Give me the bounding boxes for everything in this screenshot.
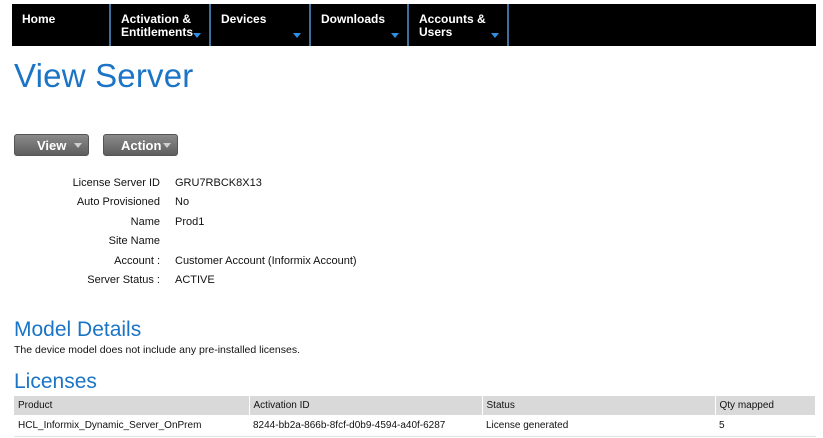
chevron-down-icon (74, 143, 82, 148)
detail-label: Site Name (108, 235, 160, 247)
detail-value: Customer Account (Informix Account) (175, 255, 357, 267)
cell-status: License generated (482, 415, 715, 436)
model-details-note: The device model does not include any pre-installed licenses. (14, 344, 300, 356)
cell-product: HCL_Informix_Dynamic_Server_OnPrem (14, 415, 249, 436)
top-nav-bar (12, 4, 816, 46)
detail-value: No (175, 196, 190, 208)
detail-label: Name (130, 216, 160, 228)
column-header-product[interactable]: Product (14, 396, 249, 415)
nav-activation-entitlements[interactable] (111, 4, 211, 46)
column-header-status[interactable]: Status (482, 396, 715, 415)
detail-value: ACTIVE (175, 274, 215, 286)
nav-home-label: Home (22, 12, 56, 26)
chevron-down-icon (293, 33, 301, 38)
nav-devices[interactable] (211, 4, 311, 46)
chevron-down-icon (163, 143, 171, 148)
detail-label: Server Status : (87, 274, 160, 286)
action-menu-button[interactable] (103, 134, 178, 156)
chevron-down-icon (491, 33, 499, 38)
view-menu-button[interactable] (14, 134, 89, 156)
page-title: View Server (14, 57, 194, 94)
chevron-down-icon (391, 33, 399, 38)
nav-devices-label: Devices (221, 12, 267, 26)
nav-downloads[interactable] (311, 4, 409, 46)
detail-label: License Server ID (72, 177, 160, 189)
detail-value: Prod1 (175, 216, 205, 228)
table-row[interactable] (14, 415, 816, 436)
detail-value: GRU7RBCK8X13 (175, 177, 262, 189)
cell-activation-id: 8244-bb2a-866b-8fcf-d0b9-4594-a40f-6287 (249, 415, 482, 436)
action-button-label: Action (121, 137, 162, 153)
table-header-row (14, 396, 816, 415)
cell-qty-mapped: 5 (715, 415, 816, 436)
licenses-heading: Licenses (14, 370, 97, 393)
detail-label: Account : (114, 255, 160, 267)
view-button-label: View (37, 137, 67, 153)
nav-activation-label-line2: Entitlements (121, 25, 194, 39)
model-details-heading: Model Details (14, 318, 142, 341)
chevron-down-icon (193, 33, 201, 38)
nav-accounts-label-line1: Accounts & (419, 12, 486, 26)
nav-accounts-users[interactable] (409, 4, 509, 46)
nav-accounts-label-line2: Users (419, 25, 453, 39)
nav-downloads-label: Downloads (321, 12, 386, 26)
nav-home[interactable] (12, 4, 111, 46)
licenses-table (14, 396, 816, 437)
nav-activation-label-line1: Activation & (121, 12, 192, 26)
column-header-activation-id[interactable]: Activation ID (249, 396, 482, 415)
column-header-qty-mapped[interactable]: Qty mapped (715, 396, 816, 415)
detail-label: Auto Provisioned (76, 196, 160, 208)
